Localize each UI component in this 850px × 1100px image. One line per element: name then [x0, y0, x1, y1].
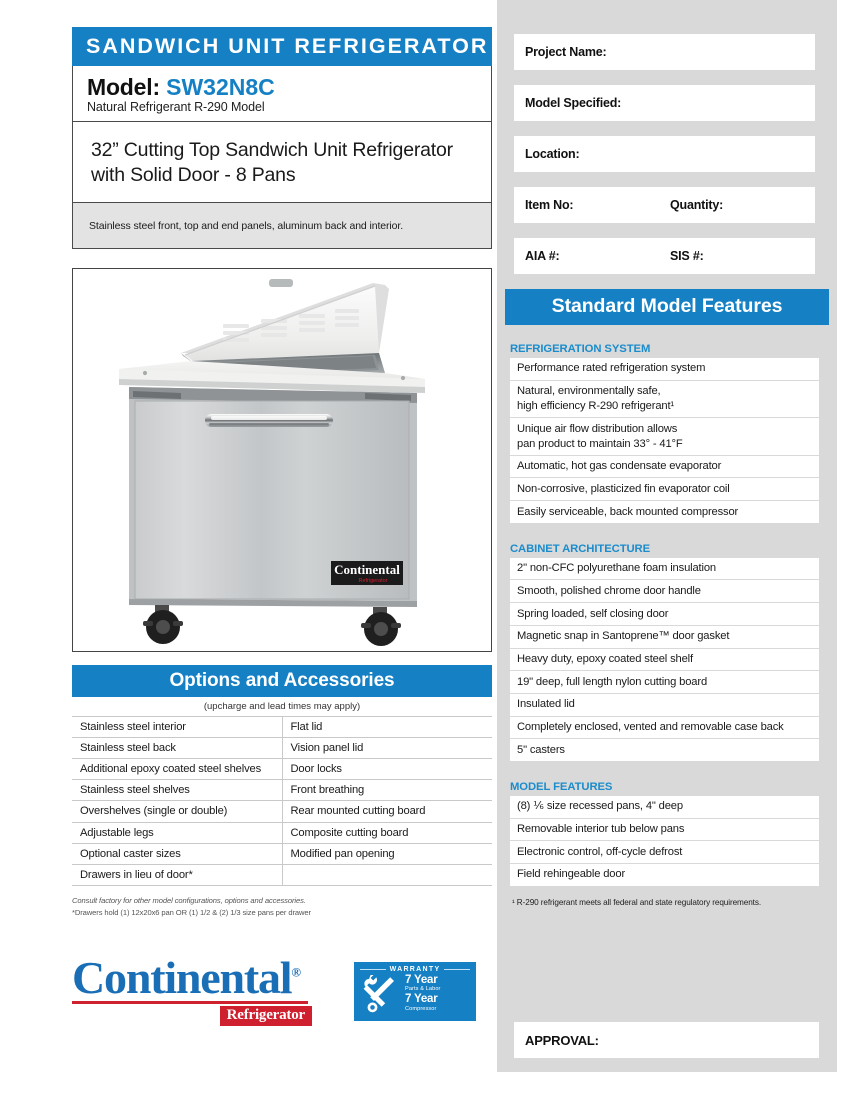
model-prefix: Model:	[87, 73, 160, 100]
model-line	[87, 75, 491, 99]
feature-item: 19" deep, full length nylon cutting board	[510, 671, 819, 694]
feature-item: Heavy duty, epoxy coated steel shelf	[510, 649, 819, 672]
form-field-label: Model Specified:	[525, 96, 622, 110]
approval-label: APPROVAL:	[525, 1032, 599, 1048]
door-handle	[205, 414, 333, 427]
product-badge	[331, 561, 403, 585]
warranty-years-2: 7 Year	[405, 993, 438, 1006]
option-cell-right	[282, 864, 492, 885]
option-cell-right: Vision panel lid	[282, 737, 492, 758]
logo-wordmark	[72, 951, 302, 1003]
feature-item: Field rehingeable door	[510, 864, 819, 887]
fine-print-1: Consult factory for other model configurations, options and accessories.	[72, 896, 306, 906]
page-title: SANDWICH UNIT REFRIGERATOR	[72, 27, 492, 66]
form-field-label: AIA #:	[525, 249, 560, 263]
warranty-label: WARRANTY	[389, 965, 441, 973]
warranty-caption-1: Parts & Labor	[405, 986, 441, 993]
form-field[interactable]	[514, 136, 815, 172]
logo-word-text: Continental	[72, 951, 292, 1003]
form-field[interactable]	[514, 238, 815, 274]
branding-row	[72, 951, 492, 1027]
approval-field[interactable]	[514, 1022, 819, 1058]
feature-item: Magnetic snap in Santoprene™ door gasket	[510, 626, 819, 649]
option-cell-left: Optional caster sizes	[72, 843, 282, 864]
option-cell-left: Stainless steel back	[72, 737, 282, 758]
form-field[interactable]	[514, 187, 815, 223]
feature-group-heading: MODEL FEATURES	[510, 780, 613, 793]
feature-group-heading: REFRIGERATION SYSTEM	[510, 343, 651, 355]
table-row	[72, 864, 492, 885]
open-lid	[181, 279, 389, 362]
form-field[interactable]	[514, 34, 815, 70]
model-box	[72, 66, 492, 122]
options-table	[72, 716, 492, 887]
table-row	[72, 843, 492, 864]
option-cell-left: Adjustable legs	[72, 822, 282, 843]
option-cell-right: Composite cutting board	[282, 822, 492, 843]
product-illustration	[73, 269, 491, 651]
product-image-frame	[72, 268, 492, 652]
form-field-label: Item No:	[525, 198, 574, 212]
form-field-label: Location:	[525, 147, 580, 161]
warranty-text	[405, 975, 441, 1015]
feature-item: Automatic, hot gas condensate evaporator	[510, 456, 819, 479]
option-cell-left: Stainless steel shelves	[72, 780, 282, 801]
feature-item: (8) ⅙ size recessed pans, 4" deep	[510, 796, 819, 819]
table-row	[72, 758, 492, 779]
table-row	[72, 716, 492, 737]
feature-item: Completely enclosed, vented and removable case back	[510, 717, 819, 740]
warranty-badge	[354, 962, 476, 1021]
caster-left	[143, 605, 183, 644]
continental-logo	[72, 951, 312, 1027]
option-cell-left: Additional epoxy coated steel shelves	[72, 758, 282, 779]
warranty-rule-right	[444, 969, 470, 970]
standard-features-band-title: Standard Model Features	[505, 289, 829, 325]
features-list	[497, 325, 837, 907]
feature-item: Insulated lid	[510, 694, 819, 717]
table-row	[72, 737, 492, 758]
option-cell-left: Drawers in lieu of door*	[72, 864, 282, 885]
left-column	[72, 27, 492, 1026]
warranty-title-row	[360, 966, 470, 973]
construction-note-box	[72, 203, 492, 249]
table-row	[72, 780, 492, 801]
feature-item: Natural, environmentally safe, high efficiency R-290 refrigerant¹	[510, 381, 819, 419]
form-field[interactable]	[514, 85, 815, 121]
options-band-title: Options and Accessories	[72, 665, 492, 697]
warranty-caption-2: Compressor	[405, 1005, 437, 1012]
table-row	[72, 822, 492, 843]
feature-group-heading: CABINET ARCHITECTURE	[510, 542, 651, 555]
warranty-body	[360, 975, 470, 1015]
feature-item: Smooth, polished chrome door handle	[510, 580, 819, 603]
model-number: SW32N8C	[166, 73, 275, 100]
table-row	[72, 801, 492, 822]
option-cell-right: Modified pan opening	[282, 843, 492, 864]
cabinet-body	[129, 387, 417, 607]
options-fine-print	[72, 895, 492, 919]
logo-registered-mark: ®	[291, 964, 302, 980]
options-subtitle: (upcharge and lead times may apply)	[203, 700, 361, 712]
construction-note: Stainless steel front, top and end panels, aluminum back and interior.	[89, 219, 404, 232]
svg-text:Refrigerator: Refrigerator	[358, 577, 388, 584]
warranty-years-1: 7 Year	[405, 973, 438, 986]
form-field-label-secondary: Quantity:	[670, 198, 724, 212]
form-field-label: Project Name:	[525, 45, 607, 59]
feature-item: Electronic control, off-cycle defrost	[510, 841, 819, 864]
product-description: 32” Cutting Top Sandwich Unit Refrigerator with Solid Door - 8 Pans	[91, 138, 453, 186]
feature-item: Easily serviceable, back mounted compressor	[510, 501, 819, 524]
option-cell-right: Front breathing	[282, 780, 492, 801]
model-subtitle: Natural Refrigerant R-290 Model	[87, 99, 265, 114]
feature-item: 5" casters	[510, 739, 819, 762]
feature-item: Spring loaded, self closing door	[510, 603, 819, 626]
feature-item: Unique air flow distribution allows pan product to maintain 33° - 41°F	[510, 418, 819, 456]
option-cell-right: Rear mounted cutting board	[282, 801, 492, 822]
option-cell-right: Door locks	[282, 758, 492, 779]
caster-right	[361, 607, 401, 646]
svg-text:Continental: Continental	[334, 561, 400, 577]
option-cell-left: Stainless steel interior	[72, 716, 282, 737]
refrigerant-footnote: ¹ R-290 refrigerant meets all federal and state regulatory requirements.	[512, 897, 762, 907]
feature-item: Removable interior tub below pans	[510, 819, 819, 842]
description-box	[72, 122, 492, 203]
spec-form	[497, 0, 837, 274]
option-cell-right: Flat lid	[282, 716, 492, 737]
feature-item: Non-corrosive, plasticized fin evaporator coil	[510, 478, 819, 501]
logo-subword: Refrigerator	[220, 1006, 312, 1026]
fine-print-2: *Drawers hold (1) 12x20x6 pan OR (1) 1/2 & (2) 1/3 size pans per drawer	[72, 907, 311, 917]
option-cell-left: Overshelves (single or double)	[72, 801, 282, 822]
form-field-label-secondary: SIS #:	[670, 249, 704, 263]
right-column	[497, 0, 837, 1072]
feature-item: Performance rated refrigeration system	[510, 358, 819, 381]
feature-item: 2" non-CFC polyurethane foam insulation	[510, 558, 819, 581]
warranty-rule-left	[360, 969, 386, 970]
wrench-screwdriver-icon	[360, 975, 402, 1013]
